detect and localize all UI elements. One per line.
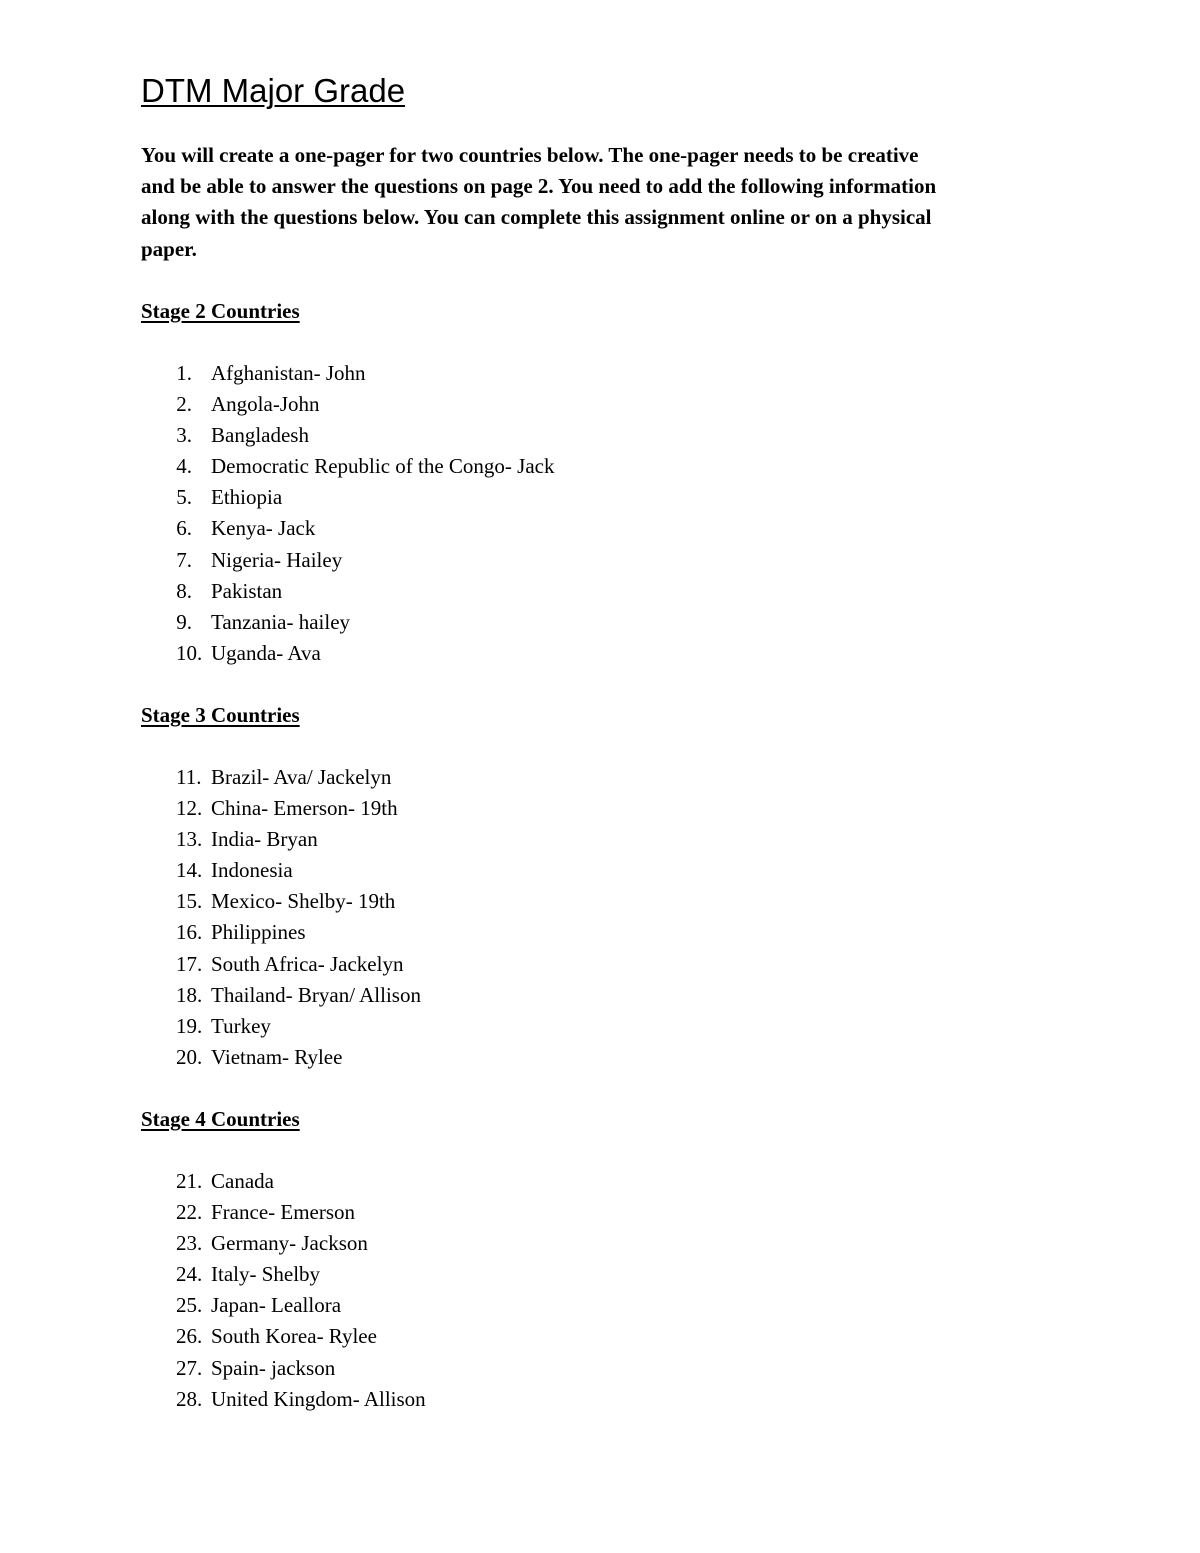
country-entry: Philippines xyxy=(211,920,306,945)
country-entry: Spain- jackson xyxy=(211,1355,336,1380)
list-item xyxy=(0,1197,1000,1228)
list-item xyxy=(0,389,1000,420)
country-entry: Italy- Shelby xyxy=(211,1262,321,1287)
list-item xyxy=(0,1228,1000,1259)
list-item xyxy=(0,1321,1000,1352)
country-entry: Tanzania- hailey xyxy=(211,609,351,634)
item-number: 9. xyxy=(176,609,192,634)
item-number: 26. xyxy=(176,1324,203,1349)
country-entry: Nigeria- Hailey xyxy=(211,547,343,572)
item-number: 24. xyxy=(176,1262,203,1287)
list-item xyxy=(0,824,1000,855)
country-entry: Uganda- Ava xyxy=(211,640,321,665)
list-item xyxy=(0,576,1000,607)
item-number: 10. xyxy=(176,640,203,665)
country-entry: Democratic Republic of the Congo- Jack xyxy=(211,454,555,479)
item-number: 17. xyxy=(176,951,203,976)
country-entry: United Kingdom- Allison xyxy=(211,1386,426,1411)
country-entry: Germany- Jackson xyxy=(211,1231,368,1256)
item-number: 15. xyxy=(176,889,203,914)
item-number: 5. xyxy=(176,485,192,510)
document-title: DTM Major Grade xyxy=(141,72,406,109)
list-item xyxy=(0,1166,1000,1197)
country-entry: Thailand- Bryan/ Allison xyxy=(211,982,421,1007)
country-entry: South Africa- Jackelyn xyxy=(211,951,404,976)
item-number: 3. xyxy=(176,423,192,448)
list-item xyxy=(0,793,1000,824)
list-item xyxy=(0,1353,1000,1384)
country-entry: Japan- Leallora xyxy=(211,1293,342,1318)
country-entry: Mexico- Shelby- 19th xyxy=(211,889,396,914)
item-number: 20. xyxy=(176,1044,203,1069)
intro-line: and be able to answer the questions on page 2. You need to add the following information xyxy=(141,174,937,199)
country-entry: Bangladesh xyxy=(211,423,309,448)
stage-3-country-list xyxy=(0,762,1000,1073)
list-item xyxy=(0,980,1000,1011)
stage-2-country-list xyxy=(0,358,1000,669)
item-number: 1. xyxy=(176,361,192,385)
item-number: 18. xyxy=(176,982,203,1007)
list-item xyxy=(0,638,1000,669)
item-number: 12. xyxy=(176,796,203,821)
list-item xyxy=(0,482,1000,513)
intro-line: You will create a one-pager for two countries below. The one-pager needs to be creative xyxy=(141,143,919,167)
item-number: 2. xyxy=(176,392,192,417)
country-entry: Pakistan xyxy=(211,578,283,603)
list-item xyxy=(0,1290,1000,1321)
list-item xyxy=(0,855,1000,886)
list-item xyxy=(0,1384,1000,1415)
intro-line: paper. xyxy=(141,236,197,261)
stage-2-heading: Stage 2 Countries xyxy=(141,299,300,323)
list-item xyxy=(0,358,1000,389)
item-number: 19. xyxy=(176,1013,203,1038)
item-number: 6. xyxy=(176,516,192,541)
list-item xyxy=(0,451,1000,482)
country-entry: India- Bryan xyxy=(211,827,318,852)
country-entry: Indonesia xyxy=(211,858,293,883)
country-entry: Angola-John xyxy=(211,392,320,417)
list-item xyxy=(0,420,1000,451)
list-item xyxy=(0,545,1000,576)
list-item xyxy=(0,1011,1000,1042)
item-number: 7. xyxy=(176,547,192,572)
country-entry: Vietnam- Rylee xyxy=(211,1044,343,1069)
list-item xyxy=(0,886,1000,917)
country-entry: Ethiopia xyxy=(211,485,283,510)
list-item xyxy=(0,1042,1000,1073)
country-entry: Brazil- Ava/ Jackelyn xyxy=(211,765,392,789)
country-entry: Kenya- Jack xyxy=(211,516,316,541)
country-entry: Turkey xyxy=(211,1013,271,1038)
item-number: 14. xyxy=(176,858,203,883)
item-number: 22. xyxy=(176,1200,203,1225)
item-number: 23. xyxy=(176,1231,203,1256)
intro-paragraph xyxy=(141,140,1061,265)
list-item xyxy=(0,1259,1000,1290)
item-number: 8. xyxy=(176,578,192,603)
country-entry: South Korea- Rylee xyxy=(211,1324,377,1349)
list-item xyxy=(0,949,1000,980)
country-entry: Afghanistan- John xyxy=(211,361,366,385)
item-number: 27. xyxy=(176,1355,203,1380)
item-number: 21. xyxy=(176,1169,203,1193)
stage-4-heading: Stage 4 Countries xyxy=(141,1107,300,1131)
intro-line: along with the questions below. You can complete this assignment online or on a physical xyxy=(141,205,932,230)
stage-3-heading: Stage 3 Countries xyxy=(141,703,300,727)
item-number: 16. xyxy=(176,920,203,945)
stage-4-country-list xyxy=(0,1166,1000,1415)
list-item xyxy=(0,607,1000,638)
country-entry: Canada xyxy=(211,1169,274,1193)
item-number: 11. xyxy=(176,765,202,789)
item-number: 28. xyxy=(176,1386,203,1411)
country-entry: France- Emerson xyxy=(211,1200,356,1225)
list-item xyxy=(0,917,1000,948)
item-number: 25. xyxy=(176,1293,203,1318)
list-item xyxy=(0,762,1000,793)
country-entry: China- Emerson- 19th xyxy=(211,796,398,821)
item-number: 4. xyxy=(176,454,192,479)
item-number: 13. xyxy=(176,827,203,852)
list-item xyxy=(0,513,1000,544)
